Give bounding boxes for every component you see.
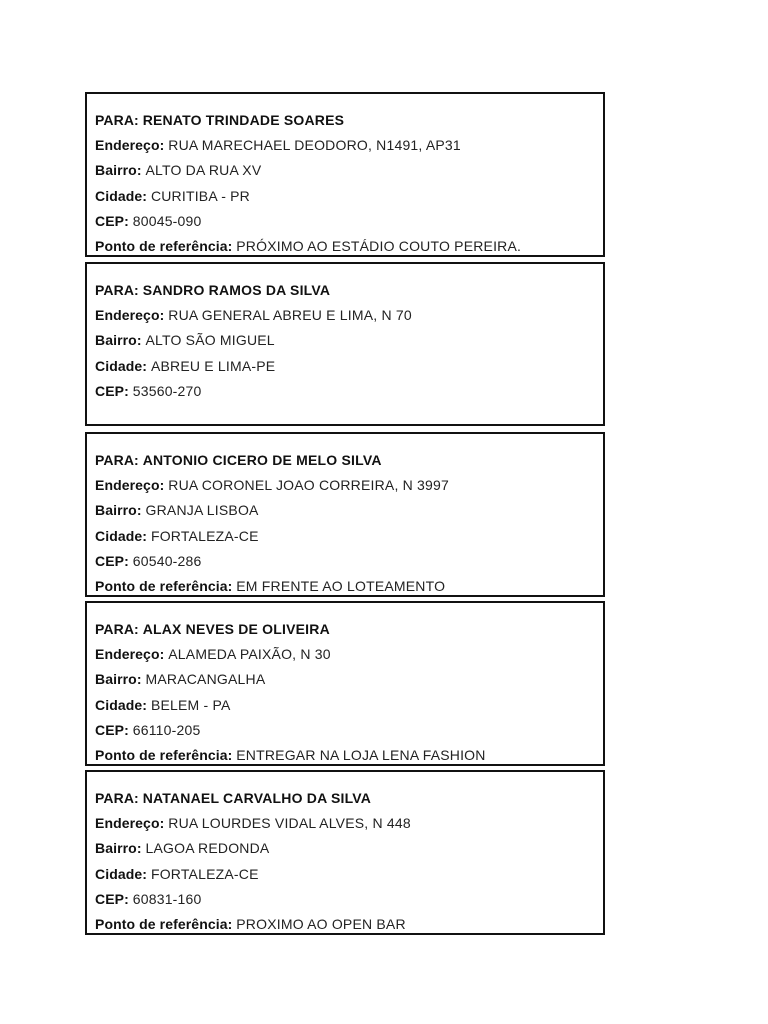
cidade-value: FORTALEZA-CE	[150, 865, 259, 882]
address-label-card	[85, 601, 605, 766]
bairro-value: ALTO DA RUA XV	[145, 162, 262, 179]
postal-code-line	[95, 379, 599, 404]
cidade-label: Cidade:	[95, 696, 148, 713]
endereco-label: Endereço:	[95, 307, 165, 324]
recipient-line	[95, 108, 599, 133]
endereco-value: ALAMEDA PAIXÃO, N 30	[168, 646, 331, 663]
reference-label: Ponto de referência:	[95, 915, 233, 932]
reference-value: ENTREGAR NA LOJA LENA FASHION	[236, 746, 486, 763]
reference-value: PROXIMO AO OPEN BAR	[236, 915, 406, 932]
bairro-label: Bairro:	[95, 840, 142, 857]
cidade-label: Cidade:	[95, 865, 148, 882]
cep-label: CEP:	[95, 890, 129, 907]
bairro-label: Bairro:	[95, 671, 142, 688]
cep-label: CEP:	[95, 212, 129, 229]
address-lines	[95, 448, 599, 599]
recipient-name: NATANAEL CARVALHO DA SILVA	[142, 790, 372, 806]
address-lines	[95, 786, 599, 937]
city-line	[95, 693, 599, 718]
city-line	[95, 184, 599, 209]
recipient-name: SANDRO RAMOS DA SILVA	[142, 282, 331, 298]
cep-value: 66110-205	[132, 721, 201, 738]
cidade-value: ABREU E LIMA-PE	[150, 357, 276, 374]
postal-code-line	[95, 718, 599, 743]
recipient-line	[95, 786, 599, 811]
address-label-card	[85, 92, 605, 257]
bairro-value: MARACANGALHA	[145, 671, 266, 688]
recipient-line	[95, 617, 599, 642]
endereco-label: Endereço:	[95, 477, 165, 494]
postal-code-line	[95, 549, 599, 574]
para-label: PARA:	[95, 452, 139, 468]
endereco-value: RUA GENERAL ABREU E LIMA, N 70	[168, 307, 412, 324]
cep-value: 60831-160	[132, 890, 202, 907]
cep-value: 53560-270	[132, 382, 202, 399]
reference-label: Ponto de referência:	[95, 237, 233, 254]
cidade-label: Cidade:	[95, 527, 148, 544]
cidade-label: Cidade:	[95, 187, 148, 204]
para-label: PARA:	[95, 790, 139, 806]
reference-label: Ponto de referência:	[95, 746, 233, 763]
address-lines	[95, 617, 599, 768]
address-line	[95, 303, 599, 328]
bairro-value: GRANJA LISBOA	[145, 502, 259, 519]
neighborhood-line	[95, 836, 599, 861]
address-label-card	[85, 262, 605, 426]
cidade-value: CURITIBA - PR	[150, 187, 250, 204]
endereco-label: Endereço:	[95, 646, 165, 663]
bairro-value: ALTO SÃO MIGUEL	[145, 332, 275, 349]
neighborhood-line	[95, 158, 599, 183]
bairro-label: Bairro:	[95, 162, 142, 179]
cidade-label: Cidade:	[95, 357, 148, 374]
reference-line	[95, 234, 599, 259]
bairro-label: Bairro:	[95, 502, 142, 519]
cep-value: 80045-090	[132, 212, 202, 229]
cidade-value: BELEM - PA	[150, 696, 231, 713]
para-label: PARA:	[95, 112, 139, 128]
cep-label: CEP:	[95, 552, 129, 569]
endereco-label: Endereço:	[95, 815, 165, 832]
endereco-value: RUA LOURDES VIDAL ALVES, N 448	[168, 815, 411, 832]
address-lines	[95, 108, 599, 259]
cidade-value: FORTALEZA-CE	[150, 527, 259, 544]
recipient-name: RENATO TRINDADE SOARES	[142, 112, 345, 128]
address-lines	[95, 278, 599, 404]
cep-label: CEP:	[95, 721, 129, 738]
endereco-value: RUA MARECHAEL DEODORO, N1491, AP31	[168, 137, 461, 154]
para-label: PARA:	[95, 282, 139, 298]
neighborhood-line	[95, 328, 599, 353]
city-line	[95, 354, 599, 379]
endereco-label: Endereço:	[95, 137, 165, 154]
reference-value: PRÓXIMO AO ESTÁDIO COUTO PEREIRA.	[236, 237, 522, 254]
reference-value: EM FRENTE AO LOTEAMENTO	[236, 577, 446, 594]
address-label-card	[85, 432, 605, 597]
address-line	[95, 473, 599, 498]
neighborhood-line	[95, 498, 599, 523]
recipient-line	[95, 448, 599, 473]
address-label-card	[85, 770, 605, 935]
reference-line	[95, 574, 599, 599]
address-line	[95, 133, 599, 158]
reference-label: Ponto de referência:	[95, 577, 233, 594]
postal-code-line	[95, 887, 599, 912]
bairro-label: Bairro:	[95, 332, 142, 349]
postal-code-line	[95, 209, 599, 234]
reference-line	[95, 743, 599, 768]
para-label: PARA:	[95, 621, 139, 637]
endereco-value: RUA CORONEL JOAO CORREIRA, N 3997	[168, 477, 449, 494]
city-line	[95, 862, 599, 887]
reference-line	[95, 912, 599, 937]
recipient-line	[95, 278, 599, 303]
recipient-name: ALAX NEVES DE OLIVEIRA	[142, 621, 330, 637]
recipient-name: ANTONIO CICERO DE MELO SILVA	[142, 452, 382, 468]
bairro-value: LAGOA REDONDA	[145, 840, 270, 857]
city-line	[95, 524, 599, 549]
cep-label: CEP:	[95, 382, 129, 399]
cep-value: 60540-286	[132, 552, 202, 569]
address-line	[95, 642, 599, 667]
address-line	[95, 811, 599, 836]
neighborhood-line	[95, 667, 599, 692]
